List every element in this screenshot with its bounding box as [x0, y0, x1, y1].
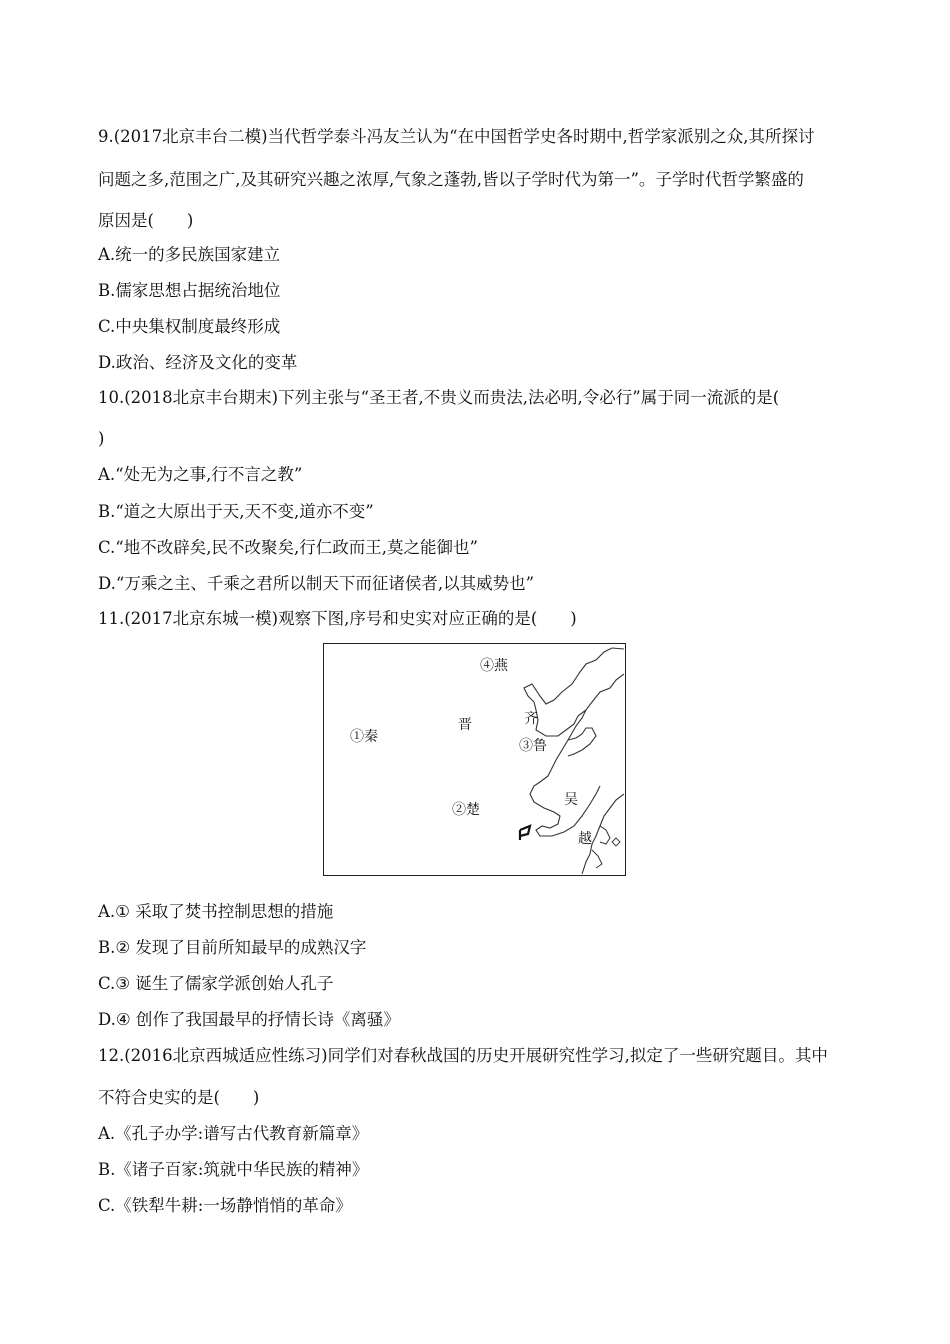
q12-option-a[interactable]: A.《孔子办学:谱写古代教育新篇章》: [98, 1124, 369, 1143]
map-label-qin: ①秦: [350, 729, 378, 745]
q9-option-a[interactable]: A.统一的多民族国家建立: [98, 245, 281, 264]
map-label-yue: 越: [578, 831, 592, 847]
map-label-chu: ②楚: [452, 802, 480, 818]
q12-option-c[interactable]: C.《铁犁牛耕:一场静悄悄的革命》: [98, 1196, 352, 1215]
q11-option-d[interactable]: D.④ 创作了我国最早的抒情长诗《离骚》: [98, 1010, 400, 1029]
q10-stem-line-2: ): [98, 429, 105, 448]
map-label-jin: 晋: [458, 717, 472, 733]
q9-stem-line-1: 9.(2017北京丰台二模)当代哲学泰斗冯友兰认为“在中国哲学史各时期中,哲学家派别之众,其所探讨: [98, 127, 815, 146]
map-label-lu: ③鲁: [519, 738, 547, 754]
q9-option-d[interactable]: D.政治、经济及文化的变革: [98, 353, 298, 372]
q11-stem: 11.(2017北京东城一模)观察下图,序号和史实对应正确的是( ): [98, 609, 577, 628]
q9-stem-line-2: 问题之多,范围之广,及其研究兴趣之浓厚,气象之蓬勃,皆以子学时代为第一”。子学时代哲学繁盛的: [98, 170, 804, 189]
map-label-yan: ④燕: [480, 658, 508, 674]
q12-option-b[interactable]: B.《诸子百家:筑就中华民族的精神》: [98, 1160, 369, 1179]
warring-states-map: [323, 643, 626, 876]
q9-option-b[interactable]: B.儒家思想占据统治地位: [98, 281, 281, 300]
q10-option-b[interactable]: B.“道之大原出于天,天不变,道亦不变”: [98, 502, 374, 521]
q12-stem-line-2: 不符合史实的是( ): [98, 1088, 260, 1107]
q10-option-c[interactable]: C.“地不改辟矣,民不改聚矣,行仁政而王,莫之能御也”: [98, 538, 478, 557]
q10-option-d[interactable]: D.“万乘之主、千乘之君所以制天下而征诸侯者,以其威势也”: [98, 574, 535, 593]
q11-option-b[interactable]: B.② 发现了目前所知最早的成熟汉字: [98, 938, 367, 957]
q10-stem-line-1: 10.(2018北京丰台期末)下列主张与“圣王者,不贵义而贵法,法必明,令必行”属于同一流派的是(: [98, 388, 780, 407]
q9-option-c[interactable]: C.中央集权制度最终形成: [98, 317, 281, 336]
map-label-wu: 吴: [564, 792, 578, 808]
q12-stem-line-1: 12.(2016北京西城适应性练习)同学们对春秋战国的历史开展研究性学习,拟定了一些研究题目。其中: [98, 1046, 828, 1065]
q10-option-a[interactable]: A.“处无为之事,行不言之教”: [98, 465, 303, 484]
map-label-qi: 齐: [524, 711, 538, 727]
q11-option-a[interactable]: A.① 采取了焚书控制思想的措施: [98, 902, 334, 921]
q9-stem-line-3: 原因是( ): [98, 211, 194, 230]
q11-option-c[interactable]: C.③ 诞生了儒家学派创始人孔子: [98, 974, 334, 993]
